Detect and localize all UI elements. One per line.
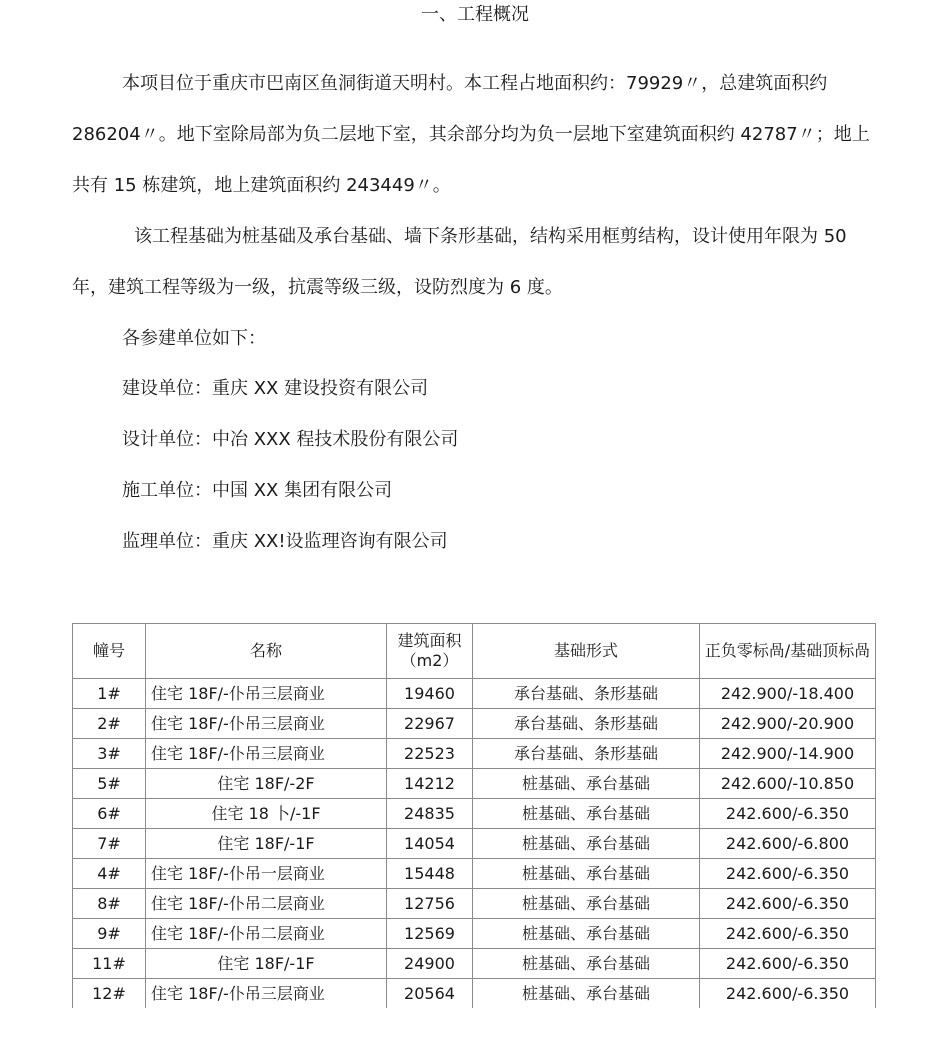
cell-area: 14212 <box>387 769 473 799</box>
cell-foundation: 承台基础、条形基础 <box>473 739 700 769</box>
cell-foundation: 桩基础、承台基础 <box>473 919 700 949</box>
cell-area: 24900 <box>387 949 473 979</box>
header-building-no: 幢号 <box>73 624 146 679</box>
cell-building-no: 8# <box>73 889 146 919</box>
cell-area: 12569 <box>387 919 473 949</box>
cell-area: 22967 <box>387 709 473 739</box>
cell-building-no: 2# <box>73 709 146 739</box>
unit-design: 设计单位：中冶 XXX 程技术股份有限公司 <box>122 429 459 450</box>
cell-elevation: 242.600/-6.350 <box>700 979 876 1009</box>
cell-elevation: 242.900/-18.400 <box>700 679 876 709</box>
cell-name: 住宅 18F/-仆吊二层商业 <box>146 919 387 949</box>
table-header-row <box>73 624 876 679</box>
foundation-text: 该工程基础为桩基础及承台基础、墙下条形基础，结构采用框剪结构，设计使用年限为 50 年，建筑工程等级为一级，抗震等级三级，设防烈度为 6 度。 <box>72 226 847 298</box>
cell-foundation: 桩基础、承台基础 <box>473 889 700 919</box>
cell-elevation: 242.600/-6.350 <box>700 859 876 889</box>
overview-paragraph <box>72 58 882 211</box>
table-row <box>73 979 876 1009</box>
header-elevation: 正负零标咼/基础顶标咼 <box>700 624 876 679</box>
cell-building-no: 7# <box>73 829 146 859</box>
cell-foundation: 桩基础、承台基础 <box>473 859 700 889</box>
unit-contractor: 施工单位：中国 XX 集团有限公司 <box>122 480 393 501</box>
cell-foundation: 承台基础、条形基础 <box>473 679 700 709</box>
cell-area: 12756 <box>387 889 473 919</box>
table-row <box>73 709 876 739</box>
cell-elevation: 242.600/-6.800 <box>700 829 876 859</box>
cell-elevation: 242.600/-10.850 <box>700 769 876 799</box>
cell-name: 住宅 18F/-仆吊一层商业 <box>146 859 387 889</box>
cell-area: 19460 <box>387 679 473 709</box>
cell-foundation: 桩基础、承台基础 <box>473 979 700 1009</box>
cell-name: 住宅 18F/-2F <box>146 769 387 799</box>
cell-area: 24835 <box>387 799 473 829</box>
table-row <box>73 949 876 979</box>
unit-construction: 建设单位：重庆 XX 建设投资有限公司 <box>122 378 429 399</box>
cell-foundation: 承台基础、条形基础 <box>473 709 700 739</box>
cell-name: 住宅 18F/-仆吊二层商业 <box>146 889 387 919</box>
table-row <box>73 859 876 889</box>
units-intro: 各参建单位如下： <box>122 328 266 349</box>
cell-building-no: 12# <box>73 979 146 1009</box>
cell-building-no: 3# <box>73 739 146 769</box>
table-row <box>73 769 876 799</box>
cell-building-no: 4# <box>73 859 146 889</box>
cell-elevation: 242.600/-6.350 <box>700 889 876 919</box>
header-name: 名称 <box>146 624 387 679</box>
table-row <box>73 799 876 829</box>
cell-building-no: 6# <box>73 799 146 829</box>
section-heading: 一、工程概况 <box>421 4 529 25</box>
cell-name: 住宅 18F/-仆吊三层商业 <box>146 709 387 739</box>
unit-supervision: 监理单位：重庆 XX!设监理咨询有限公司 <box>122 531 448 552</box>
cell-elevation: 242.900/-14.900 <box>700 739 876 769</box>
cell-elevation: 242.600/-6.350 <box>700 799 876 829</box>
cell-area: 22523 <box>387 739 473 769</box>
cell-area: 20564 <box>387 979 473 1009</box>
cell-elevation: 242.600/-6.350 <box>700 949 876 979</box>
cell-building-no: 1# <box>73 679 146 709</box>
cell-name: 住宅 18F/-1F <box>146 829 387 859</box>
cell-foundation: 桩基础、承台基础 <box>473 769 700 799</box>
cell-name: 住宅 18 卜/-1F <box>146 799 387 829</box>
cell-area: 14054 <box>387 829 473 859</box>
header-area: 建筑面积（m2） <box>387 624 473 679</box>
cell-area: 15448 <box>387 859 473 889</box>
overview-text: 本项目位于重庆市巴南区鱼洞街道天明村。本工程占地面积约：79929〃，总建筑面积约 286204〃。地下室除局部为负二层地下室，其余部分均为负一层地下室建筑面积约 42787〃；地上共有 15 栋建筑，地上建筑面积约 243449〃。 <box>72 73 870 196</box>
table-row <box>73 829 876 859</box>
header-foundation: 基础形式 <box>473 624 700 679</box>
foundation-paragraph <box>72 211 882 313</box>
building-table <box>72 623 876 1008</box>
cell-building-no: 11# <box>73 949 146 979</box>
table-row <box>73 889 876 919</box>
cell-name: 住宅 18F/-仆吊三层商业 <box>146 679 387 709</box>
cell-building-no: 9# <box>73 919 146 949</box>
cell-name: 住宅 18F/-1F <box>146 949 387 979</box>
table-row <box>73 919 876 949</box>
cell-name: 住宅 18F/-仆吊三层商业 <box>146 739 387 769</box>
cell-elevation: 242.900/-20.900 <box>700 709 876 739</box>
table-row <box>73 739 876 769</box>
cell-name: 住宅 18F/-仆吊三层商业 <box>146 979 387 1009</box>
cell-foundation: 桩基础、承台基础 <box>473 829 700 859</box>
cell-building-no: 5# <box>73 769 146 799</box>
cell-foundation: 桩基础、承台基础 <box>473 799 700 829</box>
cell-foundation: 桩基础、承台基础 <box>473 949 700 979</box>
table-row <box>73 679 876 709</box>
cell-elevation: 242.600/-6.350 <box>700 919 876 949</box>
